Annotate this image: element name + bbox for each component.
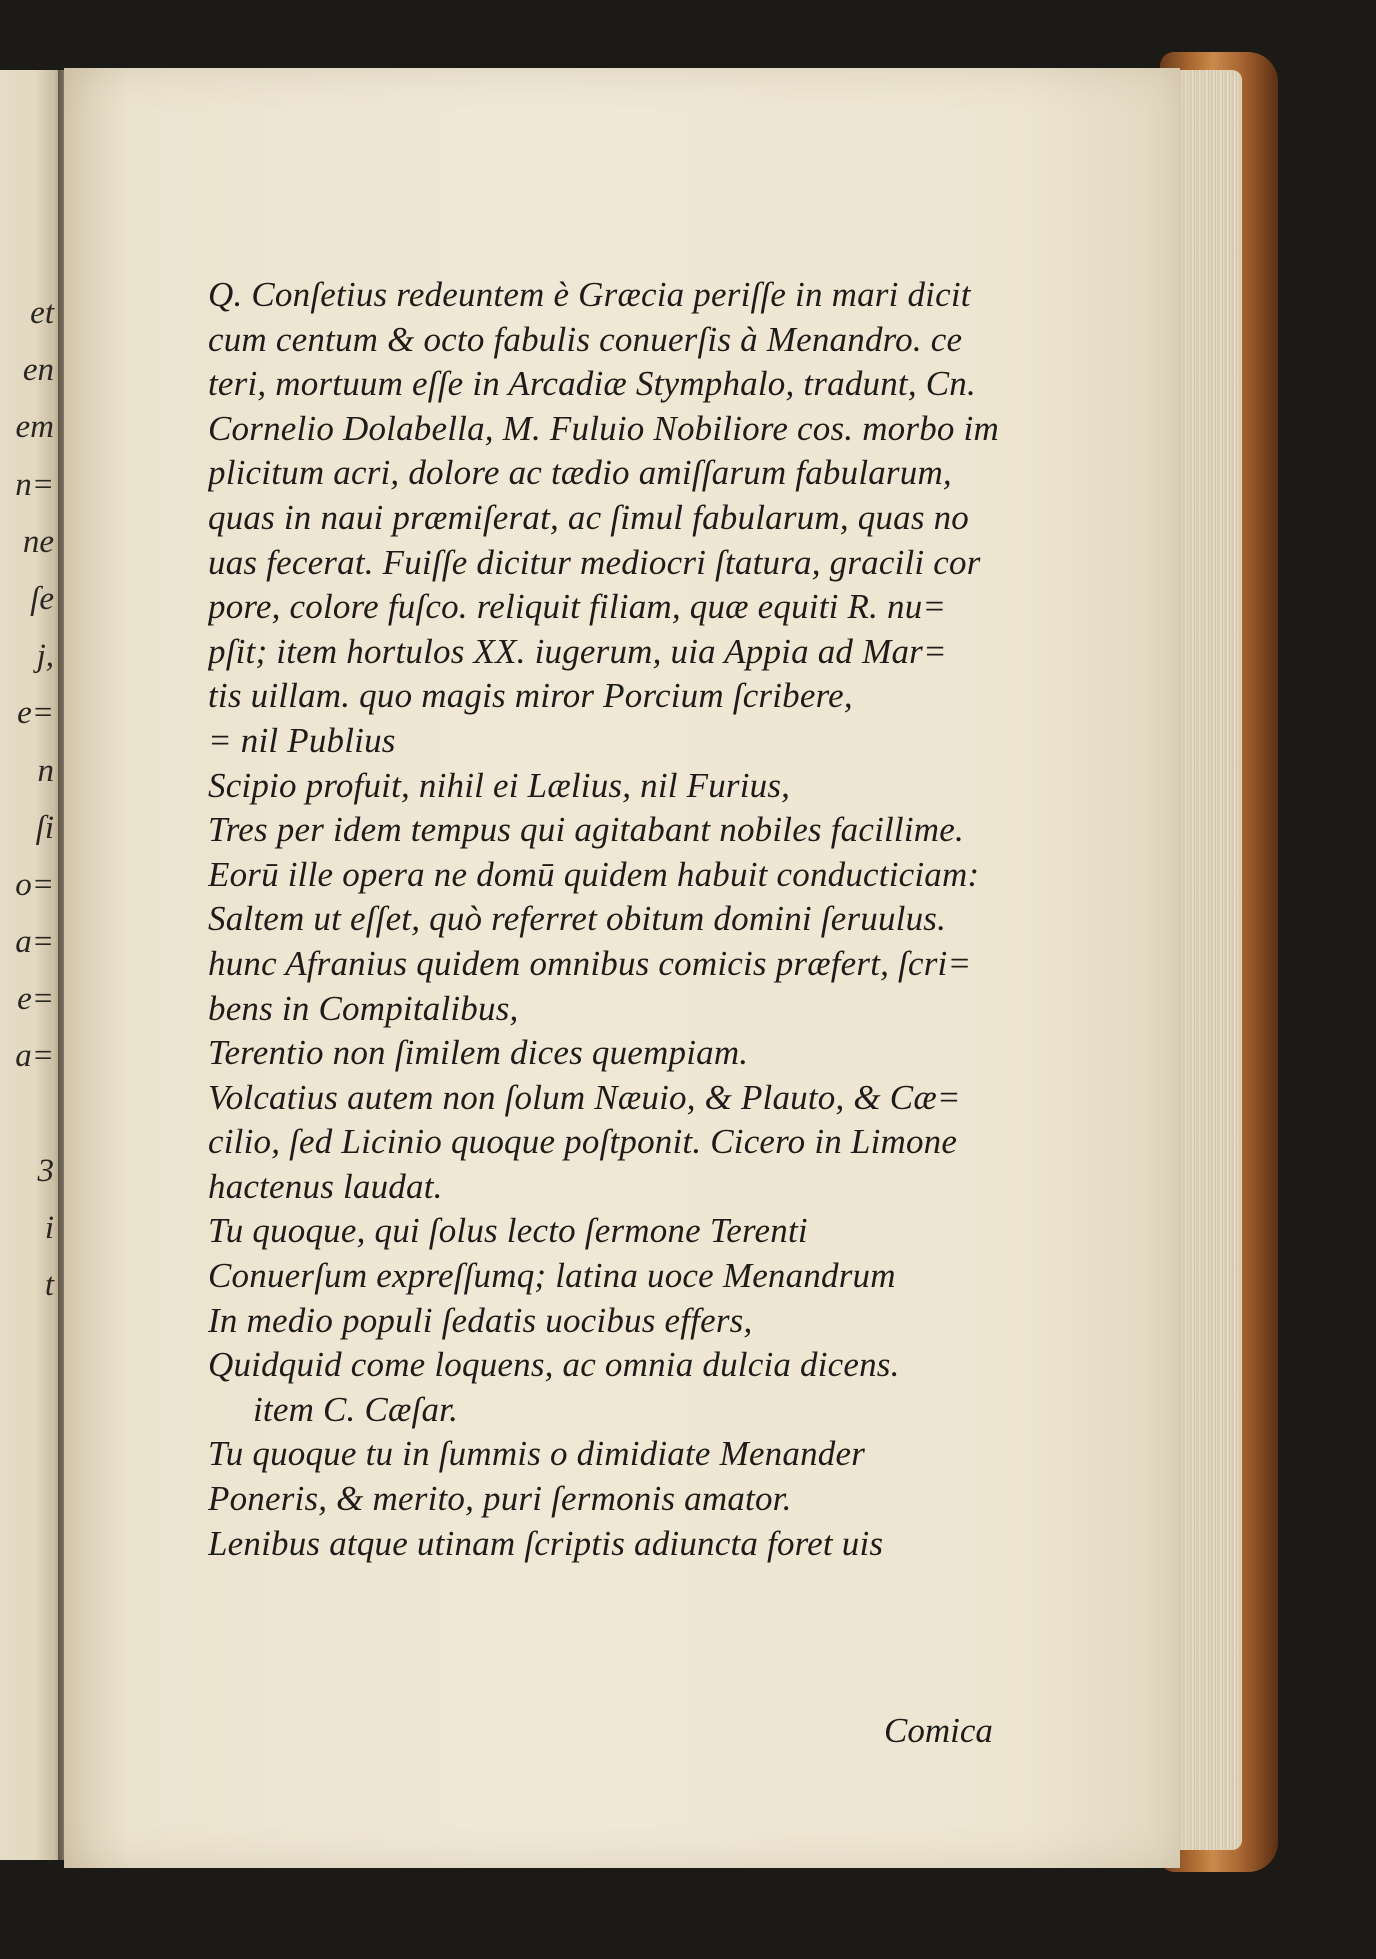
text-line: pſit; item hortulos XX. iugerum, uia Appia ad Mar=	[208, 631, 947, 671]
left-fragment: ſi	[35, 809, 54, 846]
text-line: Q. Conſetius redeuntem è Græcia periſſe in mari dicit	[208, 275, 971, 314]
right-page	[64, 68, 1180, 1868]
text-line: Tu quoque, qui ſolus lecto ſermone Terenti	[208, 1211, 808, 1251]
left-fragment: 3	[37, 1152, 54, 1189]
text-line: Scipio profuit, nihil ei Lælius, nil Furius,	[208, 765, 791, 805]
left-page	[0, 70, 64, 1860]
text-line: plicitum acri, dolore ac tædio amiſſarum fabularum,	[208, 453, 952, 493]
text-line: Volcatius autem non ſolum Næuio, & Plauto, & Cæ=	[208, 1077, 961, 1117]
text-line: cum centum & octo fabulis conuerſis à Menandro. ce	[208, 319, 963, 359]
text-line: Saltem ut eſſet, quò referret obitum domini ſeruulus.	[208, 899, 947, 939]
text-line: In medio populi ſedatis uocibus effers,	[208, 1300, 753, 1340]
left-fragment: en	[22, 352, 54, 389]
left-fragment: ſe	[30, 580, 54, 617]
text-line: quas in naui præmiſerat, ac ſimul fabularum, quas no	[208, 497, 969, 537]
text-line: Quidquid come loquens, ac omnia dulcia dicens.	[208, 1345, 900, 1385]
left-fragment: n=	[15, 466, 54, 503]
text-line: hunc Afranius quidem omnibus comicis præfert, ſcri=	[208, 943, 972, 983]
text-line: bens in Compitalibus,	[208, 988, 519, 1028]
left-fragment: n	[37, 752, 54, 789]
left-page-text-fragments	[0, 285, 58, 1314]
left-fragment: t	[44, 1267, 54, 1304]
left-fragment: i	[44, 1210, 54, 1246]
text-line: hactenus laudat.	[208, 1166, 443, 1206]
text-line: Tres per idem tempus qui agitabant nobiles facillime.	[208, 810, 964, 850]
text-line: Cornelio Dolabella, M. Fuluio Nobiliore cos. morbo im	[208, 408, 999, 448]
body-text	[208, 273, 1028, 1566]
left-fragment	[0, 1086, 58, 1143]
text-line: Eorū ille opera ne domū quidem habuit conducticiam:	[208, 854, 980, 894]
text-line: cilio, ſed Licinio quoque poſtponit. Cicero in Limone	[208, 1122, 958, 1162]
left-fragment: a=	[15, 924, 54, 961]
catchword: Comica	[884, 1711, 993, 1750]
text-line: pore, colore fuſco. reliquit filiam, quæ equiti R. nu=	[208, 587, 947, 627]
text-line: item C. Cæſar.	[253, 1389, 459, 1429]
left-fragment: o=	[15, 866, 54, 903]
text-line: Poneris, & merito, puri ſermonis amator.	[208, 1479, 792, 1519]
text-line: uas fecerat. Fuiſſe dicitur mediocri ſtatura, gracili cor	[208, 542, 981, 582]
left-fragment: ne	[22, 523, 54, 560]
text-line: Lenibus atque utinam ſcriptis adiuncta foret uis	[208, 1523, 884, 1563]
left-fragment: e=	[17, 695, 54, 732]
left-fragment: e=	[17, 981, 54, 1018]
text-line: Conuerſum expreſſumq; latina uoce Menandrum	[208, 1256, 896, 1296]
left-fragment: em	[15, 409, 54, 446]
left-fragment: a=	[15, 1038, 54, 1075]
text-line: Terentio non ſimilem dices quempiam.	[208, 1033, 749, 1073]
left-fragment: j,	[36, 638, 54, 675]
text-line: Tu quoque tu in ſummis o dimidiate Menander	[208, 1434, 866, 1474]
text-line: tis uillam. quo magis miror Porcium ſcribere,	[208, 676, 853, 716]
text-line: = nil Publius	[208, 720, 396, 760]
left-fragment: et	[30, 295, 54, 331]
text-line: teri, mortuum eſſe in Arcadiæ Stymphalo, tradunt, Cn.	[208, 364, 976, 404]
